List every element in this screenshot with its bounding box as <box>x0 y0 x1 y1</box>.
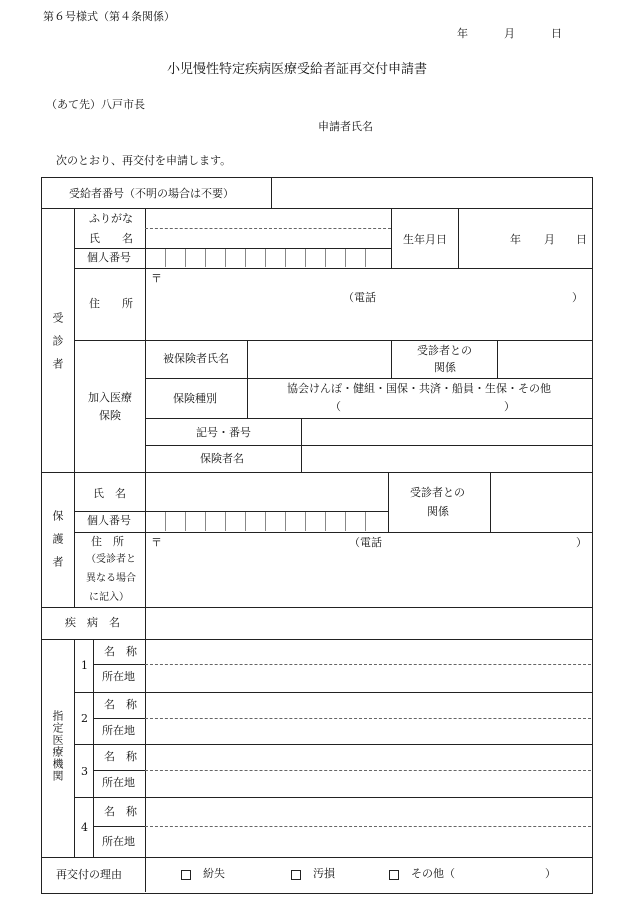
insurance-type-options: 協会けんぽ・健組・国保・共済・船員・生保・その他 <box>287 382 551 395</box>
patient-phone-open: （電話 <box>343 291 376 304</box>
institution-name-label: 名 称 <box>104 750 137 763</box>
applicant-name-label: 申請者氏名 <box>318 120 373 133</box>
guardian-address-label: 住 所 <box>91 535 124 548</box>
insurance-label-line1: 加入医療 <box>88 391 132 404</box>
patient-mynumber-field[interactable] <box>146 249 391 267</box>
guardian-relation-line1: 受診者との <box>410 486 465 499</box>
insurance-type-paren-open: （ <box>330 400 341 413</box>
patient-address-field[interactable] <box>146 269 590 339</box>
reason-other-label: その他（ <box>411 867 455 880</box>
form-title: 小児慢性特定疾病医療受給者証再交付申請書 <box>167 62 428 77</box>
institution-number: 4 <box>81 821 88 834</box>
intro-text: 次のとおり、再交付を申請します。 <box>56 154 232 167</box>
institutions-section-label: 指定医療機関 <box>51 710 64 782</box>
guardian-name-field[interactable] <box>146 473 388 510</box>
reason-damaged-label: 汚損 <box>313 867 335 880</box>
patient-section-label: 受診者 <box>51 312 64 381</box>
patient-name-field[interactable] <box>146 229 391 247</box>
guardian-mynumber-field[interactable] <box>146 512 388 531</box>
guardian-mynumber-label: 個人番号 <box>87 514 131 527</box>
institution-2-name-field[interactable] <box>146 693 590 717</box>
patient-mynumber-label: 個人番号 <box>87 251 131 264</box>
insurer-name-field[interactable] <box>302 446 590 471</box>
institution-1-location-field[interactable] <box>146 666 590 690</box>
insurance-type-paren-close: ） <box>504 400 515 413</box>
guardian-address-note1: （受診者と <box>86 554 136 565</box>
institution-location-label: 所在地 <box>102 724 135 737</box>
symbol-number-field[interactable] <box>302 419 590 444</box>
insured-name-field[interactable] <box>248 341 390 377</box>
institution-name-label: 名 称 <box>104 645 137 658</box>
form-number: 第６号様式（第４条関係） <box>43 10 175 23</box>
institution-1-name-field[interactable] <box>146 640 590 663</box>
reason-lost-label: 紛失 <box>203 867 225 880</box>
insured-relation-line2: 関係 <box>434 361 456 374</box>
patient-address-label: 住 所 <box>89 297 133 310</box>
institution-location-label: 所在地 <box>102 835 135 848</box>
reason-damaged-checkbox[interactable] <box>291 870 301 880</box>
guardian-address-note2: 異なる場合 <box>86 573 136 584</box>
institution-3-location-field[interactable] <box>146 772 590 796</box>
guardian-postal-mark: 〒 <box>151 536 162 549</box>
institution-name-label: 名 称 <box>104 805 137 818</box>
institution-number: 2 <box>81 712 88 725</box>
guardian-address-note3: に記入） <box>89 592 129 603</box>
guardian-phone-close: ） <box>576 536 587 549</box>
institution-number: 3 <box>81 765 88 778</box>
reason-other-checkbox[interactable] <box>389 870 399 880</box>
institution-location-label: 所在地 <box>102 670 135 683</box>
recipient-number-field[interactable] <box>272 178 590 207</box>
insured-name-label: 被保険者氏名 <box>163 352 229 365</box>
guardian-address-field[interactable] <box>146 533 590 606</box>
birth-year-label: 年 <box>510 233 521 246</box>
guardian-section-label: 保護者 <box>51 510 64 579</box>
institution-location-label: 所在地 <box>102 776 135 789</box>
date-day-label: 日 <box>551 27 562 40</box>
guardian-relation-field[interactable] <box>491 473 590 531</box>
institution-3-name-field[interactable] <box>146 745 590 769</box>
guardian-relation-line2: 関係 <box>427 505 449 518</box>
patient-postal-mark: 〒 <box>151 272 162 285</box>
reason-other-close: ） <box>545 867 556 880</box>
institution-4-name-field[interactable] <box>146 798 590 825</box>
furigana-label: ふりがな <box>89 212 133 225</box>
patient-name-label: 氏 名 <box>89 232 133 245</box>
symbol-number-label: 記号・番号 <box>196 426 251 439</box>
insurance-type-other-field[interactable] <box>342 399 500 414</box>
birth-date-field[interactable] <box>459 209 590 267</box>
insurer-name-label: 保険者名 <box>200 452 244 465</box>
addressee: （あて先）八戸市長 <box>46 98 145 111</box>
patient-phone-close: ） <box>572 291 583 304</box>
birth-day-label: 日 <box>576 233 587 246</box>
insured-relation-line1: 受診者との <box>417 344 472 357</box>
patient-furigana-field[interactable] <box>146 209 391 227</box>
disease-name-label: 疾 病 名 <box>65 616 120 629</box>
insurance-type-label: 保険種別 <box>173 392 217 405</box>
reason-other-field[interactable] <box>462 866 544 882</box>
insurance-label-line2: 保険 <box>99 409 121 422</box>
guardian-phone-open: （電話 <box>349 536 382 549</box>
birth-month-label: 月 <box>544 233 555 246</box>
guardian-name-label: 氏 名 <box>93 487 126 500</box>
birth-date-label: 生年月日 <box>403 233 447 246</box>
reason-lost-checkbox[interactable] <box>181 870 191 880</box>
institution-number: 1 <box>81 659 88 672</box>
institution-2-location-field[interactable] <box>146 720 590 743</box>
disease-name-field[interactable] <box>146 608 590 638</box>
insured-relation-field[interactable] <box>498 341 590 377</box>
date-year-label: 年 <box>457 27 468 40</box>
institution-name-label: 名 称 <box>104 698 137 711</box>
reissue-reason-label: 再交付の理由 <box>56 868 122 881</box>
institution-4-location-field[interactable] <box>146 828 590 856</box>
date-month-label: 月 <box>504 27 515 40</box>
recipient-number-label: 受給者番号（不明の場合は不要） <box>69 187 234 200</box>
